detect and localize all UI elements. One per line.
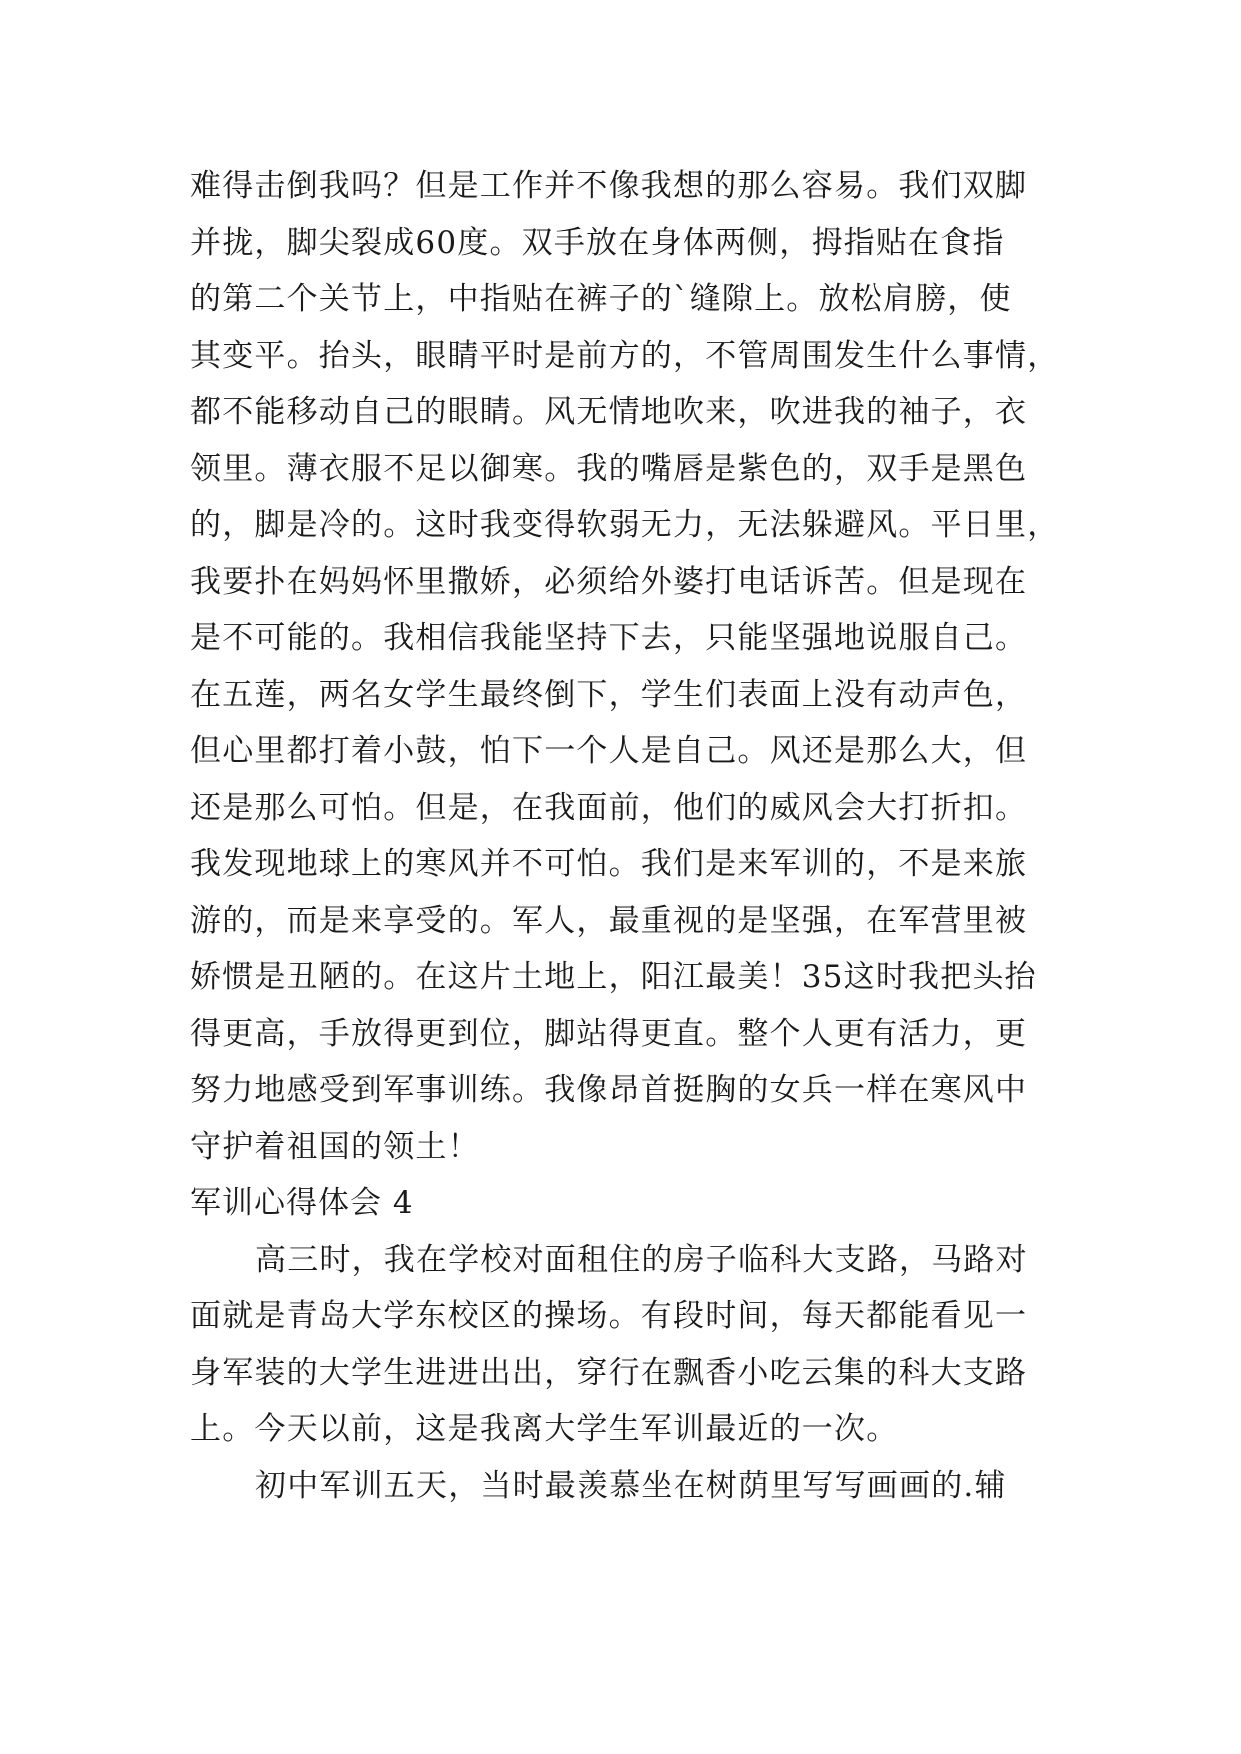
text-line: 是不可能的。我相信我能坚持下去，只能坚强地说服自己。 bbox=[190, 620, 1028, 656]
document-body bbox=[190, 158, 1060, 1514]
text-line: 还是那么可怕。但是，在我面前，他们的威风会大打折扣。 bbox=[190, 789, 1028, 826]
text-line: 其变平。抬头，眼睛平时是前方的，不管周围发生什么事情， bbox=[190, 337, 1060, 374]
text-line: 身军装的大学生进进出出，穿行在飘香小吃云集的科大支路 bbox=[190, 1354, 1028, 1391]
text-line: 努力地感受到军事训练。我像昂首挺胸的女兵一样在寒风中 bbox=[190, 1072, 1028, 1108]
text-line: 的，脚是冷的。这时我变得软弱无力，无法躲避风。平日里， bbox=[190, 507, 1060, 543]
text-line: 的第二个关节上，中指贴在裤子的`缝隙上。放松肩膀，使 bbox=[190, 281, 1012, 317]
section-heading: 军训心得体会 4 bbox=[190, 1185, 414, 1221]
text-line: 难得击倒我吗？但是工作并不像我想的那么容易。我们双脚 bbox=[190, 168, 1028, 204]
text-line: 娇惯是丑陋的。在这片土地上，阳江最美！35这时我把头抬 bbox=[190, 959, 1037, 995]
text-line: 游的，而是来享受的。军人，最重视的是坚强，在军营里被 bbox=[190, 902, 1028, 939]
text-line: 领里。薄衣服不足以御寒。我的嘴唇是紫色的，双手是黑色 bbox=[190, 450, 1028, 487]
text-line: 我发现地球上的寒风并不可怕。我们是来军训的，不是来旅 bbox=[190, 846, 1028, 882]
text-line: 都不能移动自己的眼睛。风无情地吹来，吹进我的袖子，衣 bbox=[190, 394, 1028, 430]
text-line: 初中军训五天，当时最羡慕坐在树荫里写写画画的.辅 bbox=[255, 1467, 1007, 1504]
text-line: 得更高，手放得更到位，脚站得更直。整个人更有活力，更 bbox=[190, 1015, 1028, 1052]
text-line: 面就是青岛大学东校区的操场。有段时间，每天都能看见一 bbox=[190, 1298, 1028, 1334]
text-line: 高三时，我在学校对面租住的房子临科大支路，马路对 bbox=[255, 1241, 1028, 1278]
paragraph-continued bbox=[190, 158, 1060, 1175]
text-line: 我要扑在妈妈怀里撒娇，必须给外婆打电话诉苦。但是现在 bbox=[190, 563, 1028, 600]
text-line: 但心里都打着小鼓，怕下一个人是自己。风还是那么大，但 bbox=[190, 733, 1028, 769]
text-line: 并拢，脚尖裂成60度。双手放在身体两侧，拇指贴在食指 bbox=[190, 224, 1005, 261]
text-line: 守护着祖国的领土！ bbox=[190, 1128, 480, 1165]
text-line: 在五莲，两名女学生最终倒下，学生们表面上没有动声色， bbox=[190, 676, 1028, 713]
text-line: 上。今天以前，这是我离大学生军训最近的一次。 bbox=[190, 1411, 899, 1447]
paragraph-3 bbox=[190, 1458, 1060, 1515]
paragraph-2 bbox=[190, 1232, 1060, 1458]
